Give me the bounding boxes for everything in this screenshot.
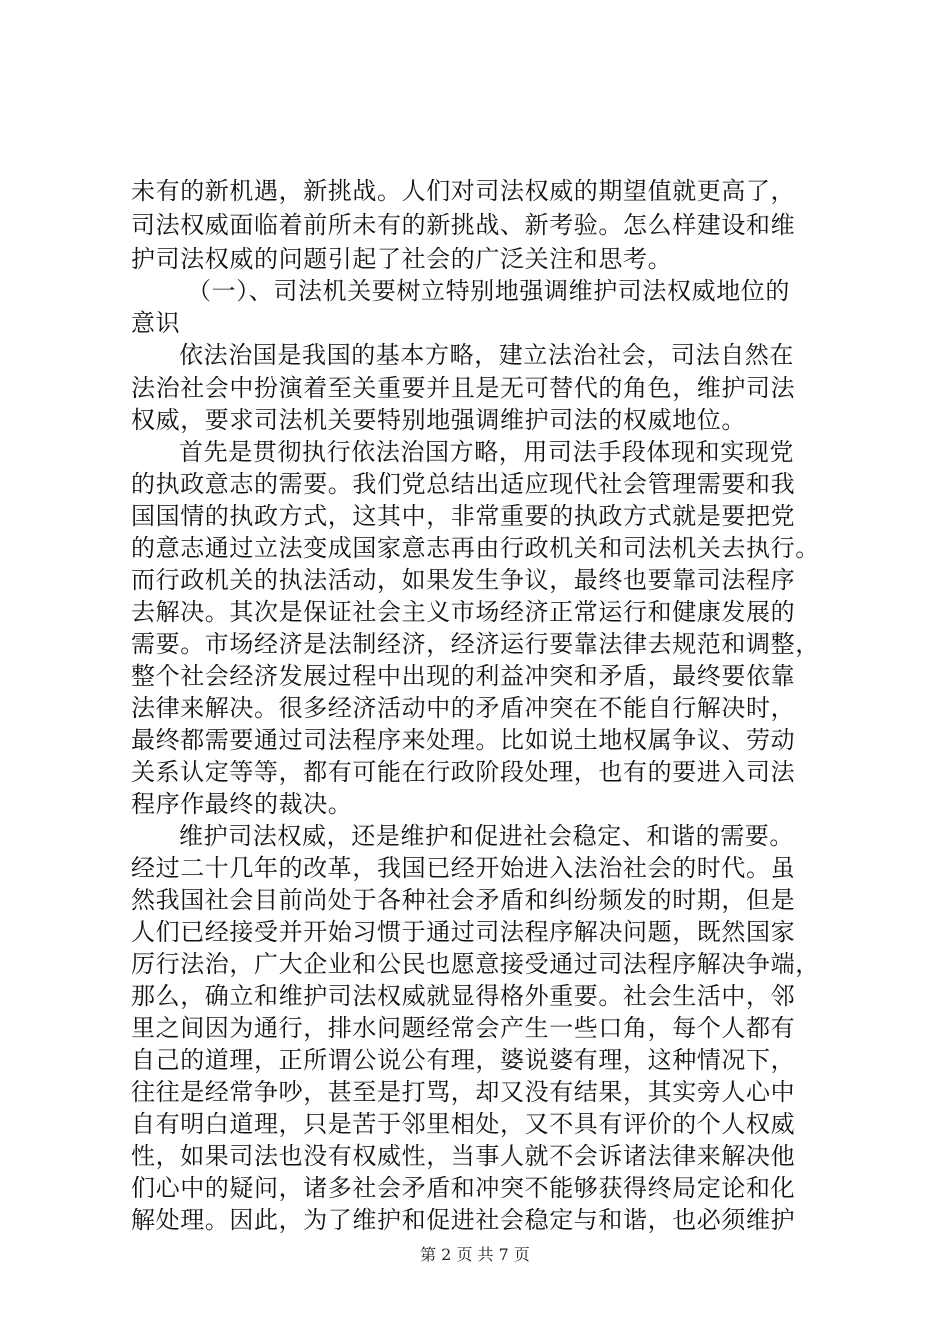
text-line: 整个社会经济发展过程中出现的利益冲突和矛盾，最终要依靠: [131, 662, 796, 690]
text-line: 需要。市场经济是法制经济，经济运行要靠法律去规范和调整，: [131, 630, 820, 658]
text-line: 厉行法治，广大企业和公民也愿意接受通过司法程序解决争端，: [131, 950, 820, 978]
text-line: 的意志通过立法变成国家意志再由行政机关和司法机关去执行。: [131, 534, 820, 562]
text-line: 法律来解决。很多经济活动中的矛盾冲突在不能自行解决时，: [131, 694, 796, 722]
text-line: 性，如果司法也没有权威性，当事人就不会诉诸法律来解决他: [131, 1142, 796, 1170]
text-line: 权威，要求司法机关要特别地强调维护司法的权威地位。: [131, 406, 746, 434]
text-line: 去解决。其次是保证社会主义市场经济正常运行和健康发展的: [131, 598, 796, 626]
text-line: 未有的新机遇，新挑战。人们对司法权威的期望值就更高了，: [131, 177, 796, 205]
text-line: 然我国社会目前尚处于各种社会矛盾和纠纷频发的时期，但是: [131, 886, 796, 914]
text-line: 维护司法权威，还是维护和促进社会稳定、和谐的需要。: [179, 822, 794, 850]
text-line: 里之间因为通行，排水问题经常会产生一些口角，每个人都有: [131, 1014, 796, 1042]
text-line: 们心中的疑问，诸多社会矛盾和冲突不能够获得终局定论和化: [131, 1174, 796, 1202]
page-number-footer: 第 2 页 共 7 页: [420, 1245, 530, 1264]
text-line: 自己的道理，正所谓公说公有理，婆说婆有理，这种情况下，: [131, 1046, 796, 1074]
text-line: 程序作最终的裁决。: [131, 790, 353, 818]
text-line: 自有明白道理，只是苦于邻里相处，又不具有评价的个人权威: [131, 1110, 796, 1138]
text-line: 那么，确立和维护司法权威就显得格外重要。社会生活中，邻: [131, 982, 796, 1010]
section-heading-line: 意识: [131, 309, 181, 337]
text-line: 经过二十几年的改革，我国已经开始进入法治社会的时代。虽: [131, 854, 796, 882]
text-line: 关系认定等等，都有可能在行政阶段处理，也有的要进入司法: [131, 758, 796, 786]
text-line: 往往是经常争吵，甚至是打骂，却又没有结果，其实旁人心中: [131, 1078, 796, 1106]
text-line: 人们已经接受并开始习惯于通过司法程序解决问题，既然国家: [131, 918, 796, 946]
text-line: 首先是贯彻执行依法治国方略，用司法手段体现和实现党: [179, 438, 794, 466]
text-line: 国国情的执政方式，这其中，非常重要的执政方式就是要把党: [131, 502, 796, 530]
text-line: 解处理。因此，为了维护和促进社会稳定与和谐，也必须维护: [131, 1206, 796, 1234]
text-line: 而行政机关的执法活动，如果发生争议，最终也要靠司法程序: [131, 566, 796, 594]
text-line: 最终都需要通过司法程序来处理。比如说土地权属争议、劳动: [131, 726, 796, 754]
section-heading-line: （一）、司法机关要树立特别地强调维护司法权威地位的: [187, 277, 790, 305]
text-line: 依法治国是我国的基本方略，建立法治社会，司法自然在: [179, 341, 794, 369]
text-line: 的执政意志的需要。我们党总结出适应现代社会管理需要和我: [131, 470, 796, 498]
text-line: 司法权威面临着前所未有的新挑战、新考验。怎么样建设和维: [131, 211, 796, 239]
text-line: 护司法权威的问题引起了社会的广泛关注和思考。: [131, 245, 673, 273]
text-line: 法治社会中扮演着至关重要并且是无可替代的角色，维护司法: [131, 374, 796, 402]
